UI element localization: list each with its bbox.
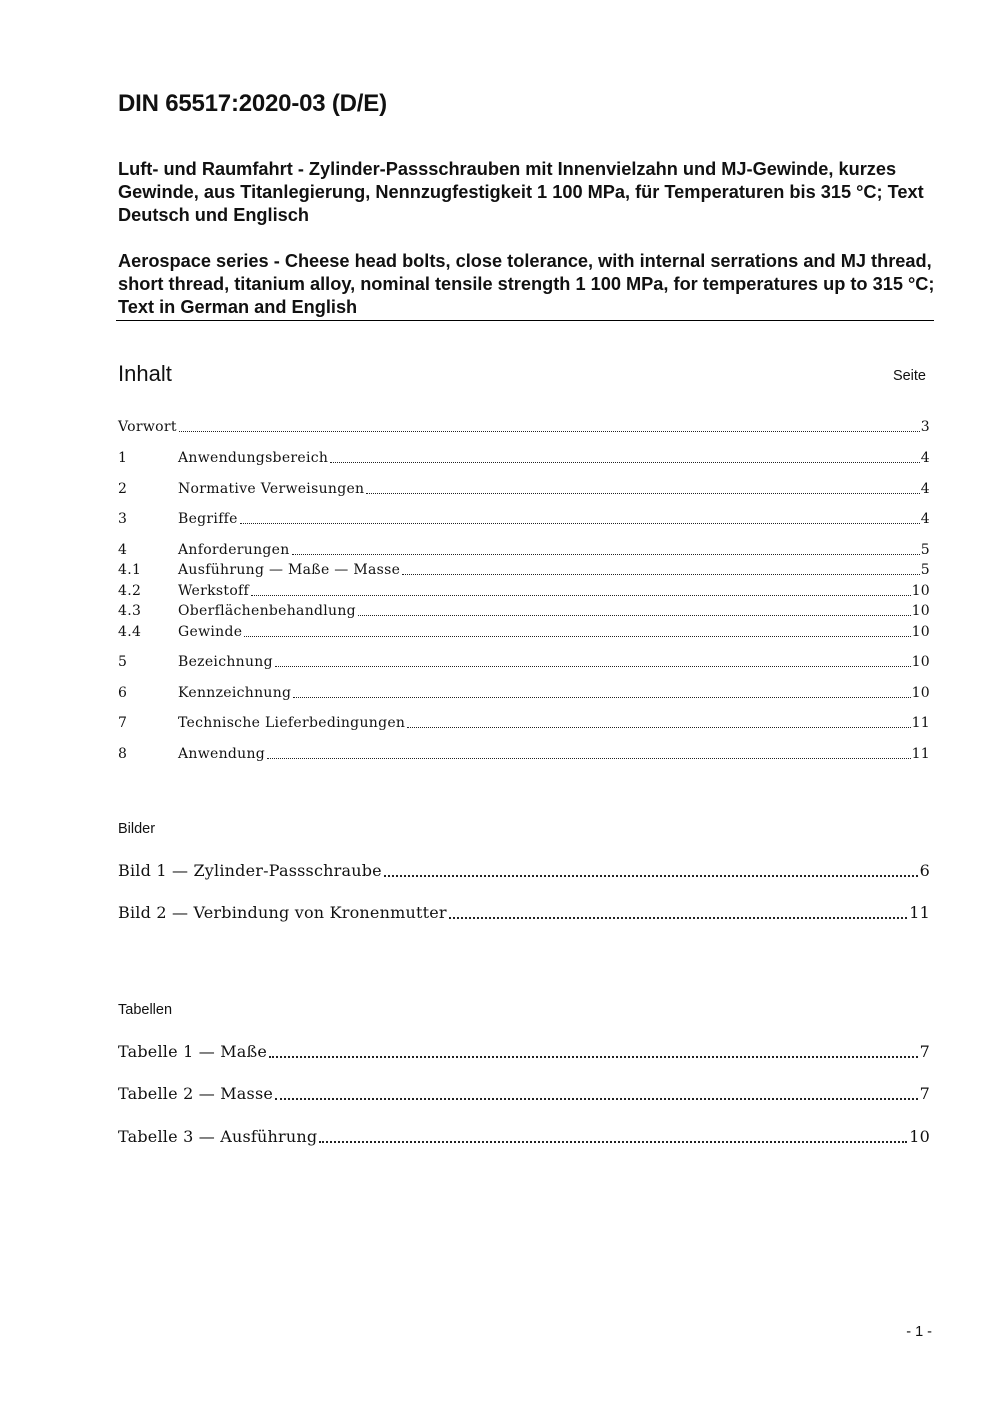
toc-entry-8[interactable] (118, 743, 930, 763)
table-entry-label: Tabelle 3 — Ausführung (118, 1127, 318, 1146)
toc-entry-1[interactable] (118, 447, 930, 467)
figure-entry-label: Bild 2 — Verbindung von Kronenmutter (118, 903, 447, 922)
dot-leader (384, 875, 918, 877)
toc-entry-vorwort[interactable] (118, 416, 930, 436)
toc-entry-number: 3 (118, 511, 128, 527)
toc-entry-number: 5 (118, 654, 128, 670)
toc-entry-4-2[interactable] (118, 580, 930, 600)
tables-heading: Tabellen (118, 1002, 173, 1018)
toc-entry-number: 2 (118, 481, 128, 497)
table-entry-label: Tabelle 1 — Maße (118, 1042, 268, 1061)
table-entry-2[interactable] (118, 1081, 930, 1105)
toc-entry-4-3[interactable] (118, 600, 930, 620)
toc-entry-page: 5 (920, 562, 930, 578)
table-entry-page: 7 (919, 1084, 930, 1103)
page-number: - 1 - (906, 1324, 932, 1340)
contents-heading: Inhalt (118, 361, 172, 386)
figure-entry-page: 6 (919, 861, 930, 880)
toc-entry-page: 10 (911, 654, 930, 670)
toc-entry-page: 3 (920, 419, 930, 435)
toc-entry-label: Vorwort (118, 419, 177, 435)
dot-leader (449, 917, 907, 919)
toc-entry-number: 4.3 (118, 603, 142, 619)
dot-leader (366, 493, 919, 494)
toc-entry-label: Begriffe (178, 511, 238, 527)
toc-entry-number: 4.2 (118, 583, 142, 599)
header-divider (116, 320, 934, 321)
toc-entry-number: 4.1 (118, 562, 142, 578)
toc-entry-label: Anwendung (178, 746, 266, 762)
title-english: Aerospace series - Cheese head bolts, close tolerance, with internal serrations and MJ thread, short thread, titanium alloy, nominal tensile strength 1 100 MPa, for temperatures up to 315 °C; Text in German and English (118, 251, 935, 317)
toc-entry-number: 8 (118, 746, 128, 762)
dot-leader (407, 727, 910, 728)
table-entry-page: 7 (919, 1042, 930, 1061)
table-entry-1[interactable] (118, 1039, 930, 1063)
dot-leader (358, 615, 911, 616)
toc-entry-label: Gewinde (178, 624, 243, 640)
dot-leader (251, 595, 911, 596)
toc-entry-number: 4 (118, 542, 128, 558)
figures-heading: Bilder (118, 821, 156, 837)
dot-leader (269, 1056, 918, 1058)
toc-entry-page: 11 (911, 715, 930, 731)
dot-leader (275, 1098, 918, 1100)
toc-entry-4-4[interactable] (118, 621, 930, 641)
toc-entry-label: Normative Verweisungen (178, 481, 365, 497)
toc-entry-label: Oberflächenbehandlung (178, 603, 356, 619)
toc-entry-page: 4 (920, 481, 930, 497)
dot-leader (293, 697, 910, 698)
toc-entry-3[interactable] (118, 508, 930, 528)
figure-entry-2[interactable] (118, 900, 930, 924)
toc-entry-page: 5 (920, 542, 930, 558)
toc-entry-page: 10 (911, 603, 930, 619)
dot-leader (292, 554, 920, 555)
title-german: Luft- und Raumfahrt - Zylinder-Passschrauben mit Innenvielzahn und MJ-Gewinde, kurzes Gewinde, aus Titanlegierung, Nennzugfestigkeit 1 100 MPa, für Temperaturen bis 315 °C; Text Deutsch und Englisch (118, 159, 924, 225)
toc-entry-label: Kennzeichnung (178, 685, 292, 701)
toc-entry-number: 6 (118, 685, 128, 701)
dot-leader (244, 636, 910, 637)
page-column-heading: Seite (892, 368, 926, 384)
toc-entry-6[interactable] (118, 682, 930, 702)
toc-entry-label: Bezeichnung (178, 654, 273, 670)
dot-leader (179, 431, 920, 432)
figure-entry-1[interactable] (118, 858, 930, 882)
toc-entry-page: 4 (920, 511, 930, 527)
toc-entry-label: Anwendungsbereich (178, 450, 329, 466)
dot-leader (330, 462, 920, 463)
toc-entry-page: 10 (911, 583, 930, 599)
toc-entry-2[interactable] (118, 478, 930, 498)
toc-entry-4-1[interactable] (118, 559, 930, 579)
figure-entry-label: Bild 1 — Zylinder-Passschraube (118, 861, 382, 880)
toc-entry-page: 10 (911, 624, 930, 640)
toc-entry-7[interactable] (118, 712, 930, 732)
document-id: DIN 65517:2020-03 (D/E) (118, 90, 387, 117)
dot-leader (240, 523, 920, 524)
toc-entry-page: 4 (920, 450, 930, 466)
dot-leader (319, 1141, 907, 1143)
toc-entry-number: 1 (118, 450, 128, 466)
dot-leader (275, 666, 911, 667)
dot-leader (402, 574, 920, 575)
figure-entry-page: 11 (909, 903, 930, 922)
table-entry-page: 10 (909, 1127, 930, 1146)
toc-entry-number: 4.4 (118, 624, 142, 640)
toc-entry-label: Ausführung — Maße — Masse (178, 562, 401, 578)
toc-entry-label: Technische Lieferbedingungen (178, 715, 406, 731)
toc-entry-label: Anforderungen (178, 542, 290, 558)
table-entry-3[interactable] (118, 1124, 930, 1148)
toc-entry-page: 11 (911, 746, 930, 762)
toc-entry-label: Werkstoff (178, 583, 250, 599)
toc-entry-number: 7 (118, 715, 128, 731)
dot-leader (267, 758, 911, 759)
toc-entry-page: 10 (911, 685, 930, 701)
toc-entry-4[interactable] (118, 539, 930, 559)
toc-entry-5[interactable] (118, 651, 930, 671)
table-entry-label: Tabelle 2 — Masse (118, 1084, 274, 1103)
